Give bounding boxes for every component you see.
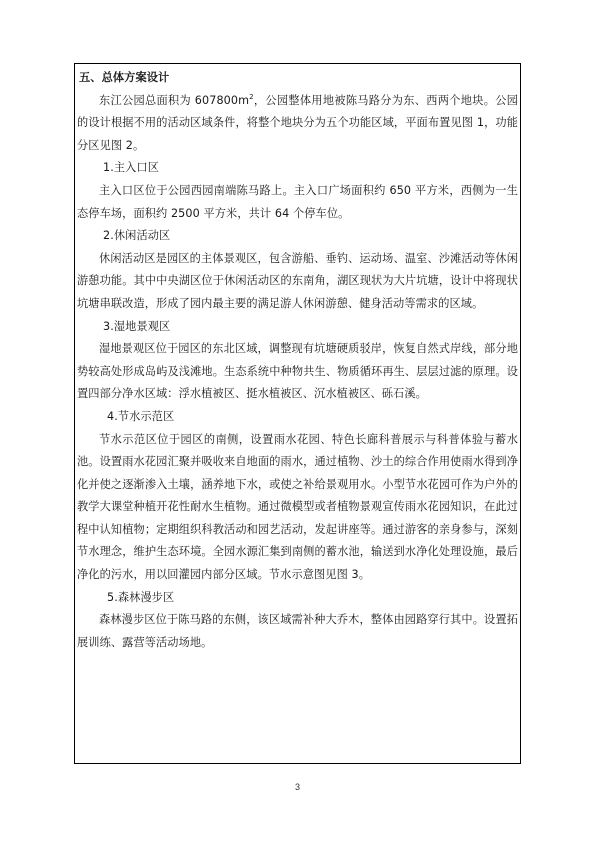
intro-text-start: 东江公园总面积为 607800m: [99, 93, 250, 107]
zone-2-heading: 2.休闲活动区: [103, 229, 171, 243]
zone-4-text: 节水示范区位于园区的南侧，设置雨水花园、特色长廊科普展示与科普体验与蓄水池。设置雨水花园汇聚并吸收来自地面的雨水，通过植物、沙土的综合作用使雨水得到净化并使之逐渐渗入土壤，涵养地下水，或使之补给景观用水。小型节水花园可作为户外的教学大课堂种植开花性耐水生植物。通过微模型或者植物景观宣传雨水花园知识，在此过程中认知植物；定期组织科教活动和园艺活动，发起讲座等。通过游客的亲身参与，深刻节水理念，维护生态环境。全园水源汇集到南侧的蓄水池，输送到水净化处理设施，最后净化的污水，用以回灌园内部分区域。节水示意图见图 3。: [77, 432, 518, 582]
zone-3-heading: 3.湿地景观区: [103, 319, 171, 333]
zone-5-heading: 5.森林漫步区: [107, 590, 175, 604]
page-number: 3: [294, 782, 300, 792]
zone-4-heading: 4.节水示范区: [107, 409, 175, 423]
area-unit-superscript: 2: [249, 92, 254, 101]
content-frame: [74, 63, 521, 764]
zone-3-text: 湿地景观区位于园区的东北区域，调整现有坑塘硬质驳岸，恢复自然式岸线，部分地势较高处形成岛屿及浅滩地。生态系统中种物共生、物质循环再生、层层过滤的原理。设置四部分净水区域：浮水植被区、挺水植被区、沉水植被区、砾石溪。: [77, 342, 518, 401]
zone-1-heading: 1.主入口区: [103, 161, 160, 175]
zone-5-text: 森林漫步区位于陈马路的东侧，该区域需补种大乔木，整体由园路穿行其中。设置拓展训练、露营等活动场地。: [77, 613, 518, 649]
zone-2-text: 休闲活动区是园区的主体景观区，包含游船、垂钓、运动场、温室、沙滩活动等休闲游憩功能。其中中央湖区位于休闲活动区的东南角，湖区现状为大片坑塘，设计中将现状坑塘串联改造，形成了园内最主要的满足游人休闲游憩、健身活动等需求的区域。: [77, 251, 518, 310]
section-body: [77, 64, 518, 654]
intro-text-end: ，公园整体用地被陈马路分为东、西两个地块。公园的设计根据不用的活动区域条件，将整个地块分为五个功能区域，平面布置见图 1，功能分区见图 2。: [77, 93, 518, 152]
zone-1-text: 主入口区位于公园西园南端陈马路上。主入口广场面积约 650 平方米，西侧为一生态停车场，面积约 2500 平方米，共计 64 个停车位。: [77, 183, 518, 220]
section-title: 五、总体方案设计: [79, 71, 170, 84]
intro-paragraph: [77, 90, 518, 158]
